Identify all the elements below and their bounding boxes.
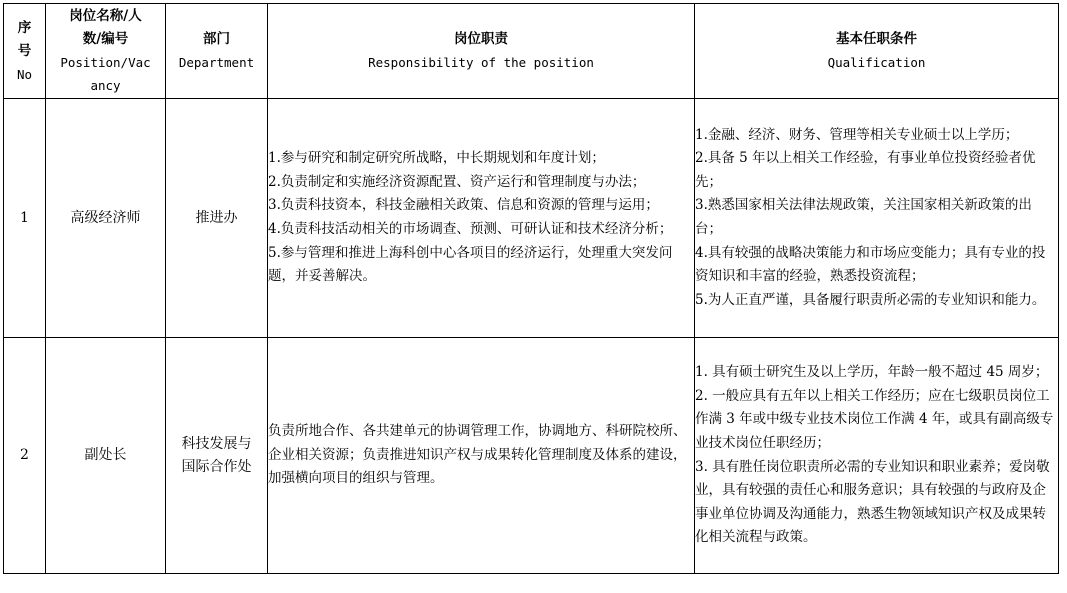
qualification-item: 1. 具有硕士研究生及以上学历，年龄一般不超过 45 周岁； (695, 364, 1049, 381)
department-line-2: 国际合作处 (181, 458, 252, 475)
row-2-position: 副处长 (46, 338, 166, 574)
header-responsibility-en: Responsibility of the position (368, 55, 594, 70)
row-1-qualification (695, 99, 1059, 338)
header-qualification (695, 4, 1059, 99)
header-responsibility (268, 4, 695, 99)
header-department (166, 4, 268, 99)
header-position-zh-1: 岗位名称/人 (69, 8, 142, 24)
header-qualification-zh: 基本任职条件 (836, 31, 917, 47)
responsibility-item: 1.参与研究和制定研究所战略，中长期规划和年度计划； (268, 150, 605, 167)
header-no-zh-1: 序 (17, 19, 32, 36)
header-responsibility-zh: 岗位职责 (454, 31, 508, 47)
header-row (4, 4, 1059, 99)
recruitment-table (3, 3, 1059, 574)
responsibility-item: 3.负责科技资本，科技金融相关政策、信息和资源的管理与运用； (268, 197, 659, 214)
row-2-qualification (695, 338, 1059, 574)
header-no-en: No (16, 66, 33, 82)
qualification-item: 3.熟悉国家相关法律法规政策，关注国家相关新政策的出台； (695, 197, 1032, 237)
qualification-item: 5.为人正直严谨，具备履行职责所必需的专业知识和能力。 (695, 291, 1046, 308)
row-2-responsibility (268, 338, 695, 574)
table-row (4, 338, 1059, 574)
qualification-item: 4.具有较强的战略决策能力和市场应变能力；具有专业的投资知识和丰富的经验，熟悉投资流程； (695, 244, 1046, 285)
row-2-department (166, 338, 268, 574)
responsibility-item: 5.参与管理和推进上海科创中心各项目的经济运行，处理重大突发问题，并妥善解决。 (268, 244, 673, 285)
row-1-position: 高级经济师 (46, 99, 166, 338)
header-no-zh-2: 号 (17, 42, 32, 59)
header-position (46, 4, 166, 99)
header-position-en-2: ancy (90, 78, 121, 93)
qualification-item: 1.金融、经济、财务、管理等相关专业硕士以上学历； (695, 126, 1019, 143)
qualification-item: 3. 具有胜任岗位职责所必需的专业知识和职业素养；爱岗敬业，具有较强的责任心和服务意识；具有较强的与政府及企事业单位协调及沟通能力，熟悉生物领域知识产权及成果转化相关流程与政策。 (695, 458, 1050, 546)
responsibility-item: 2.负责制定和实施经济资源配置、资产运行和管理制度与办法； (268, 173, 646, 190)
header-no (4, 4, 46, 99)
header-position-zh-2: 数/编号 (82, 31, 129, 47)
header-department-en: Department (178, 55, 255, 70)
department-line-1: 科技发展与 (181, 435, 252, 452)
header-qualification-en: Qualification (827, 55, 926, 70)
header-department-zh: 部门 (203, 31, 230, 47)
row-1-responsibility (268, 99, 695, 338)
qualification-item: 2. 一般应具有五年以上相关工作经历；应在七级职员岗位工作满 3 年或中级专业技术岗位工作满 4 年，或具有副高级专业技术岗位任职经历； (695, 387, 1054, 451)
row-1-department: 推进办 (166, 99, 268, 338)
header-position-en-1: Position/Vac (60, 55, 151, 70)
table-row (4, 99, 1059, 338)
qualification-item: 2.具备 5 年以上相关工作经验，有事业单位投资经验者优先； (695, 150, 1036, 190)
responsibility-item: 4.负责科技活动相关的市场调查、预测、可研认证和技术经济分析； (268, 221, 673, 237)
row-1-no: 1 (4, 99, 46, 338)
row-2-no: 2 (4, 338, 46, 574)
responsibility-item: 负责所地合作、各共建单元的协调管理工作，协调地方、科研院校所、企业相关资源；负责推进知识产权与成果转化管理制度及体系的建设，加强横向项目的组织与管理。 (268, 423, 687, 487)
